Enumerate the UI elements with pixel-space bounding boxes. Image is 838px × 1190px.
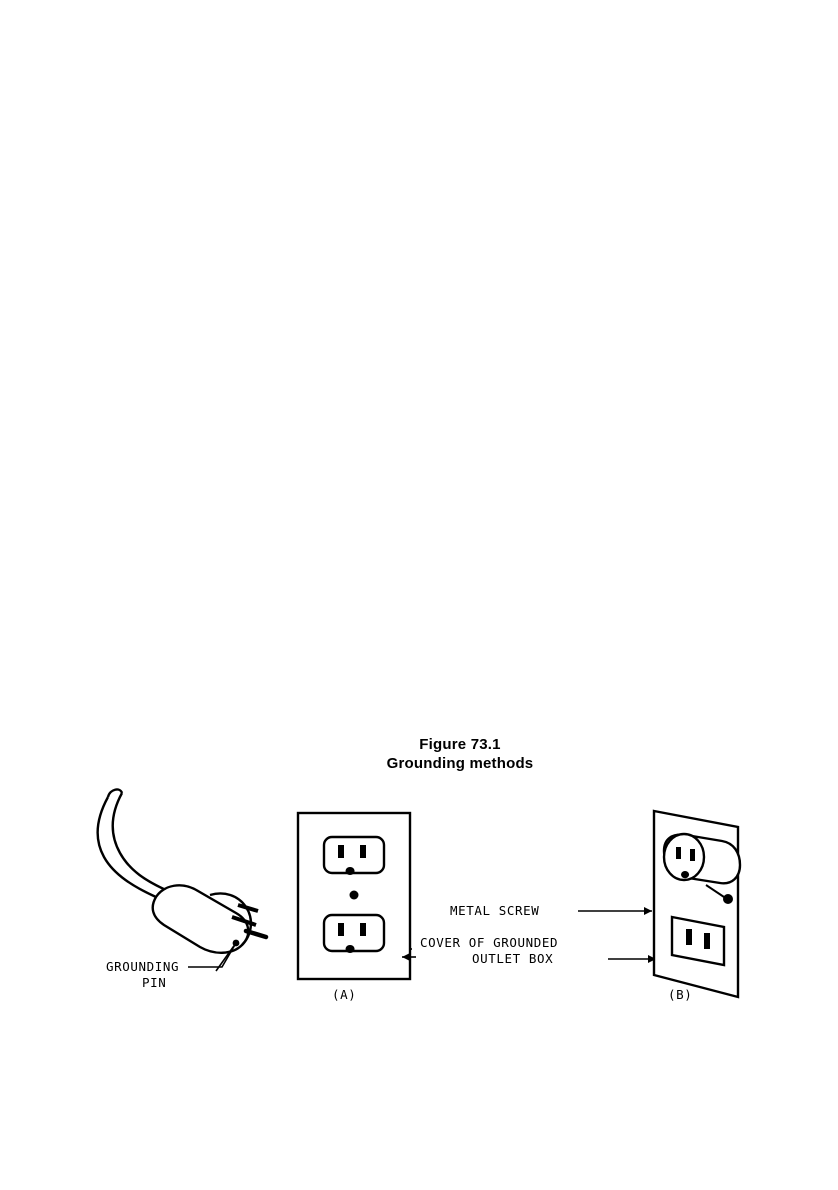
adapter-slot-right bbox=[690, 849, 695, 861]
power-cord-icon bbox=[98, 797, 156, 897]
adapter-slot-left bbox=[676, 847, 681, 859]
metal-screw-arrowhead-icon bbox=[644, 907, 652, 915]
outlet-cover-plate-a bbox=[298, 813, 410, 979]
cover-plate-screw-icon bbox=[350, 891, 359, 900]
plug-illustration bbox=[98, 790, 266, 971]
receptacle-upper-ground-hole bbox=[346, 867, 355, 875]
panel-caption-b: (B) bbox=[668, 987, 693, 1002]
label-metal-screw: METAL SCREW bbox=[450, 903, 540, 918]
receptacle-lower-ground-hole bbox=[346, 945, 355, 953]
label-grounding-pin-line-2: PIN bbox=[142, 975, 167, 990]
receptacle-lower-slot-right bbox=[360, 923, 366, 936]
outlet-cover-plate-b bbox=[654, 811, 740, 997]
grounding-methods-illustration bbox=[60, 735, 780, 1035]
receptacle-lower-body bbox=[324, 915, 384, 951]
receptacle-lower-slot-left bbox=[338, 923, 344, 936]
receptacle-b-slot-left bbox=[686, 929, 692, 945]
receptacle-upper-slot-left bbox=[338, 845, 344, 858]
metal-screw-icon bbox=[723, 894, 733, 904]
label-grounding-pin-line-1: GROUNDING bbox=[106, 959, 180, 974]
receptacle-upper-body bbox=[324, 837, 384, 873]
figure-grounding-methods bbox=[60, 735, 780, 1035]
receptacle-upper-slot-right bbox=[360, 845, 366, 858]
label-cover-of-grounded-line-1: COVER OF GROUNDED bbox=[420, 935, 559, 950]
panel-caption-a: (A) bbox=[332, 987, 357, 1002]
receptacle-b-slot-right bbox=[704, 933, 710, 949]
figure-title-line-2: Grounding methods bbox=[386, 755, 534, 772]
adapter-ground-hole bbox=[681, 871, 689, 878]
figure-title-line-1: Figure 73.1 bbox=[419, 736, 501, 753]
label-outlet-box-line-2: OUTLET BOX bbox=[472, 951, 554, 966]
